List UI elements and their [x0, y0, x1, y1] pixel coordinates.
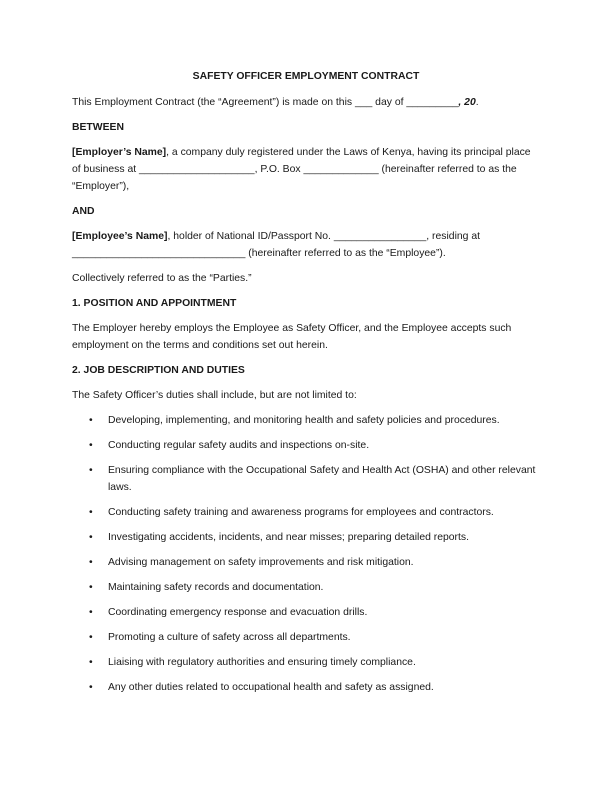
document-title: SAFETY OFFICER EMPLOYMENT CONTRACT: [192, 71, 420, 82]
duties-list: [72, 412, 540, 696]
intro-year: , 20: [458, 97, 476, 108]
section-1-heading: 1. POSITION AND APPOINTMENT: [72, 298, 237, 309]
list-item: [89, 462, 540, 496]
bullet-icon: •: [89, 632, 93, 643]
section-2-intro: The Safety Officer’s duties shall include, but are not limited to:: [72, 390, 357, 401]
intro-paragraph: [72, 94, 540, 111]
duty-text: Advising management on safety improvements and risk mitigation.: [108, 557, 414, 568]
employer-name: [Employer’s Name]: [72, 147, 167, 158]
list-item: [89, 629, 540, 646]
list-item: [89, 504, 540, 521]
bullet-icon: •: [89, 415, 93, 426]
list-item: [89, 554, 540, 571]
bullet-icon: •: [89, 532, 93, 543]
duty-text: Any other duties related to occupational health and safety as assigned.: [108, 682, 434, 693]
intro-text: This Employment Contract (the “Agreement”) is made on this ___ day of _________: [72, 97, 459, 108]
intro-end: .: [475, 97, 479, 108]
parties-paragraph: Collectively referred to as the “Parties.”: [72, 273, 252, 284]
employer-paragraph: [72, 144, 540, 195]
bullet-icon: •: [89, 465, 93, 476]
bullet-icon: •: [89, 657, 93, 668]
employee-name: [Employee’s Name]: [72, 231, 168, 242]
bullet-icon: •: [89, 607, 93, 618]
duty-text: Maintaining safety records and documentation.: [108, 582, 324, 593]
employee-paragraph: [72, 228, 540, 262]
bullet-icon: •: [89, 440, 93, 451]
duty-text: Developing, implementing, and monitoring health and safety policies and procedures.: [108, 415, 500, 426]
and-label: AND: [72, 206, 95, 217]
bullet-icon: •: [89, 507, 93, 518]
duty-text: Promoting a culture of safety across all departments.: [108, 632, 351, 643]
duty-text: Ensuring compliance with the Occupational Safety and Health Act (OSHA) and other relevant laws.: [108, 465, 536, 493]
duty-text: Coordinating emergency response and evacuation drills.: [108, 607, 368, 618]
list-item: [89, 529, 540, 546]
between-label: BETWEEN: [72, 122, 124, 133]
employer-text: , a company duly registered under the Laws of Kenya, having its principal place of business at ____________________, P.O. Box _____________ (hereinafter referred to as the “Employer”),: [72, 147, 531, 192]
section-1-text: The Employer hereby employs the Employee as Safety Officer, and the Employee accepts such employment on the terms and conditions set out herein.: [72, 323, 512, 351]
duty-text: Conducting safety training and awareness programs for employees and contractors.: [108, 507, 494, 518]
duty-text: Conducting regular safety audits and inspections on-site.: [108, 440, 370, 451]
list-item: [89, 579, 540, 596]
list-item: [89, 437, 540, 454]
bullet-icon: •: [89, 682, 93, 693]
list-item: [89, 679, 540, 696]
list-item: [89, 412, 540, 429]
list-item: [89, 654, 540, 671]
section-2-heading: 2. JOB DESCRIPTION AND DUTIES: [72, 365, 245, 376]
bullet-icon: •: [89, 582, 93, 593]
duty-text: Investigating accidents, incidents, and near misses; preparing detailed reports.: [108, 532, 469, 543]
duty-text: Liaising with regulatory authorities and ensuring timely compliance.: [108, 657, 416, 668]
employee-text: , holder of National ID/Passport No. ________________, residing at ______________________________ (hereinafter referred to as the “Employee”).: [72, 231, 480, 259]
list-item: [89, 604, 540, 621]
bullet-icon: •: [89, 557, 93, 568]
